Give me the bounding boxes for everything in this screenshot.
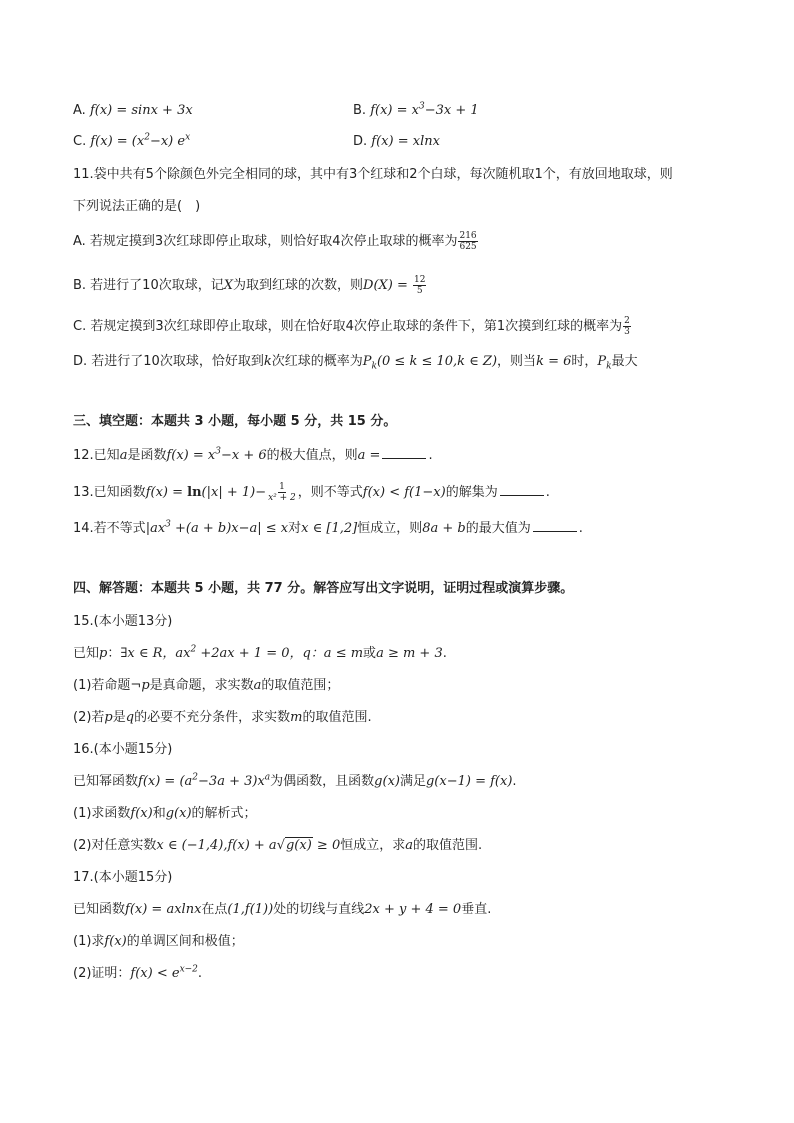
option-expression: f(x) = sinx + 3x bbox=[89, 103, 193, 118]
q15-stem: 已知p：∃x ∈ R，$ax^2 +2ax + 1 = 0$，q：a ≤ m或a ≥ m + 3. bbox=[73, 644, 447, 661]
q15-part1: (1)若命题¬p是真命题，求实数a的取值范围； bbox=[73, 678, 340, 693]
q11-stem-line1: 11.袋中共有5个除颜色外完全相同的球，其中有3个红球和2个白球，每次随机取1个，有放回地取球，则 bbox=[73, 167, 673, 182]
answer-blank bbox=[533, 519, 577, 532]
fraction: $\frac{12}{5}$ bbox=[414, 275, 426, 296]
fraction: $\frac{216}{625}$ bbox=[459, 231, 477, 252]
q17-title: 17.(本小题15分) bbox=[73, 870, 173, 885]
option-label: C. bbox=[73, 134, 87, 149]
option-expression: $f(x) = x^3-3x + 1$ bbox=[370, 101, 479, 118]
q17-part1: (1)求f(x)的单调区间和极值； bbox=[73, 934, 244, 949]
q16-stem: 已知幂函数$f(x) = (a^2-3a + 3)x^a$为偶函数，且函数g(x)满足g(x−1) = f(x). bbox=[73, 772, 517, 789]
option-expression: f(x) = xlnx bbox=[371, 134, 440, 149]
q11-option-d: D. 若进行了10次取球，恰好取到k次红球的概率为$P_k(0 \le k \le 10,k$ ∈ Z)，则当k = 6时，$P_k$最大 bbox=[73, 354, 638, 372]
q12: 12.已知a是函数$f(x) = x^3-x + 6$的极大值点，则a = . bbox=[73, 446, 433, 463]
option-label: A. bbox=[73, 103, 86, 118]
fraction: $\frac{2}{3}$ bbox=[624, 316, 630, 337]
q15-title: 15.(本小题13分) bbox=[73, 614, 173, 629]
q11-option-b: B. 若进行了10次取球，记X为取到红球的次数，则D(X) = $\frac{12}{5}$ bbox=[73, 275, 426, 296]
section-heading-fill-in: 三、填空题：本题共 3 小题，每小题 5 分，共 15 分。 bbox=[73, 414, 397, 429]
q16-part1: (1)求函数f(x)和g(x)的解析式； bbox=[73, 806, 257, 821]
option-label: D. bbox=[353, 134, 368, 149]
answer-blank bbox=[382, 446, 426, 459]
section-heading-solutions: 四、解答题：本题共 5 小题，共 77 分。解答应写出文字说明，证明过程或演算步骤。 bbox=[73, 581, 574, 596]
fraction: $\frac{1}{\text{x² + 2}}$ bbox=[268, 482, 296, 503]
q14: 14.若不等式$|ax^3 +(a + b)x-a| \le x$对x ∈ [1,2]恒成立，则8a + b的最大值为 . bbox=[73, 519, 583, 536]
q11-option-a: A. 若规定摸到3次红球即停止取球，则恰好取4次停止取球的概率为 $\frac{216}{625}$ bbox=[73, 231, 477, 252]
sqrt-expression: √g(x) bbox=[276, 838, 312, 853]
q16-title: 16.(本小题15分) bbox=[73, 742, 173, 757]
q11-stem-line2: 下列说法正确的是( ) bbox=[73, 199, 201, 214]
option-expression: $f(x) = (x^2-x)$ $e^x$ bbox=[90, 132, 191, 149]
q17-stem: 已知函数f(x) = axlnx在点(1,f(1))处的切线与直线2x + y + 4 = 0垂直. bbox=[73, 902, 492, 917]
answer-blank bbox=[500, 483, 544, 496]
q10-option-b bbox=[353, 102, 479, 120]
q17-part2: (2)证明：$f(x) < e^{x-2}$. bbox=[73, 964, 203, 981]
q10-option-d bbox=[353, 133, 440, 151]
q11-option-c: C. 若规定摸到3次红球即停止取球，则在恰好取4次停止取球的条件下，第1次摸到红球的概率为 $\frac{2}{3}$ bbox=[73, 316, 630, 337]
q10-option-c bbox=[73, 133, 190, 151]
q13: 13.已知函数f(x) = ln(|x| + 1)− $\frac{1}{\text{x² + 2}}$ ，则不等式f(x) < f(1−x)的解集为 . bbox=[73, 482, 550, 503]
q16-part2: (2)对任意实数x ∈ (−1,4),f(x) + a√g(x) ≥ 0恒成立，求a的取值范围. bbox=[73, 838, 483, 853]
q15-part2: (2)若p是q的必要不充分条件，求实数m的取值范围. bbox=[73, 710, 372, 725]
option-label: B. bbox=[353, 103, 367, 118]
q10-option-a bbox=[73, 102, 193, 120]
